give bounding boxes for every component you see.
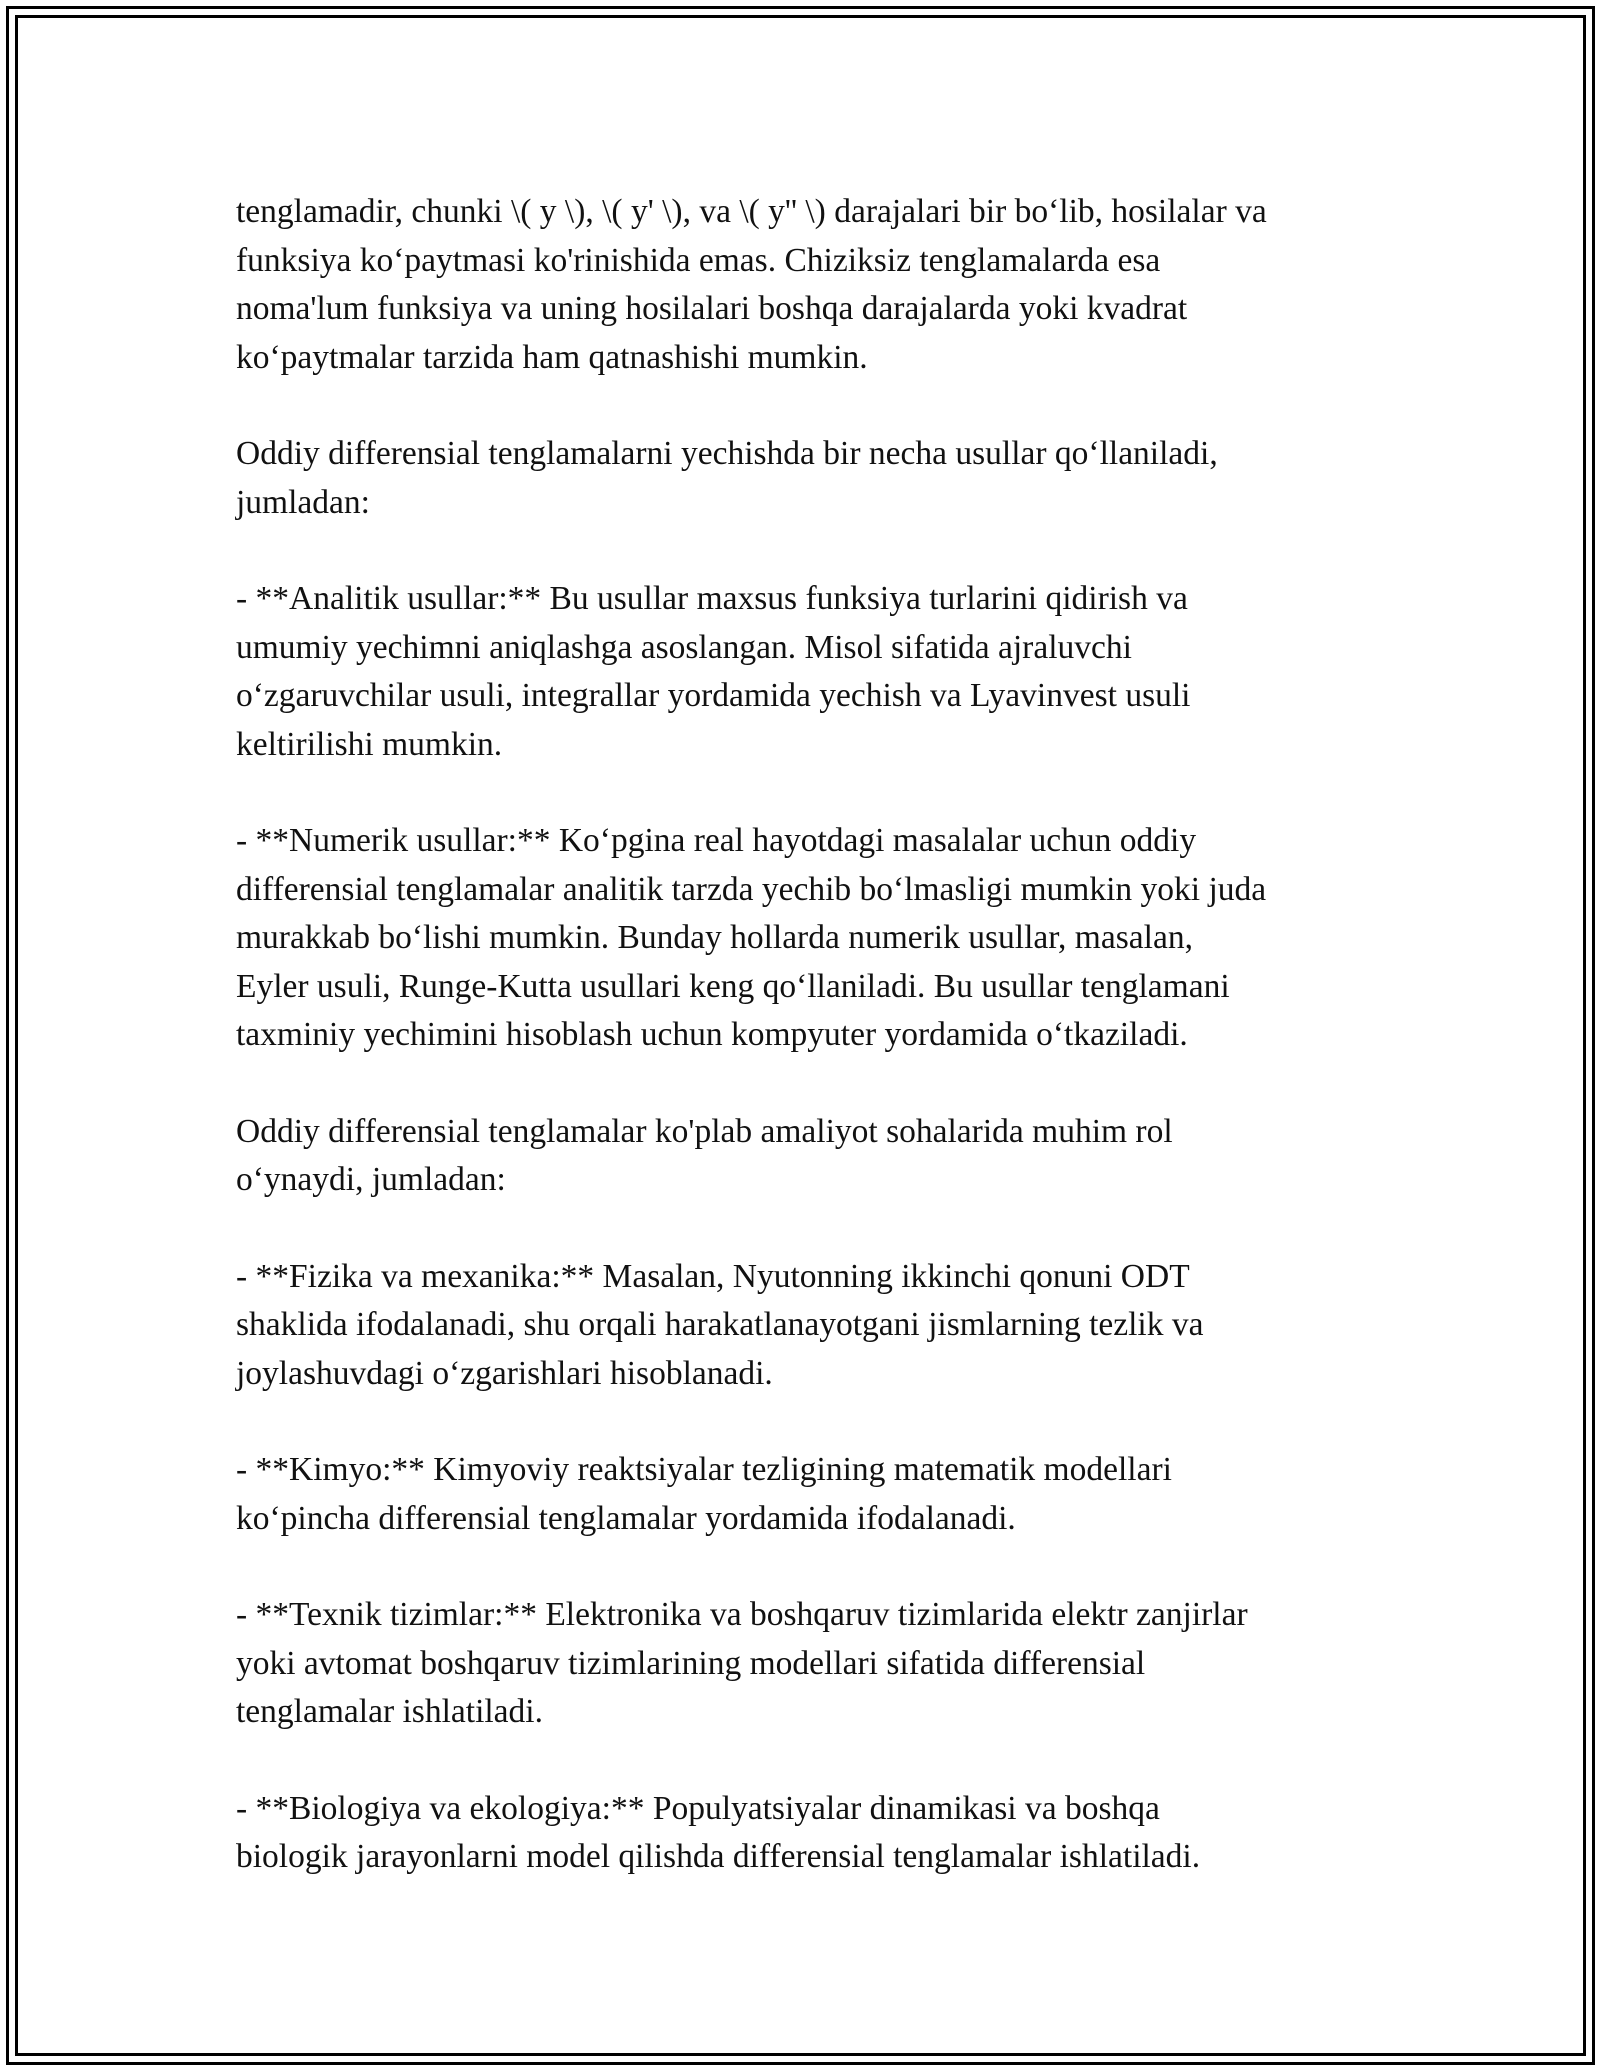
text-line: tenglamadir, chunki \( y \), \( y' \), va \( y'' \) darajalari bir bo‘lib, hosilalar va — [236, 193, 1267, 230]
list-item-physics-mechanics — [236, 1253, 1376, 1399]
text-line: funksiya ko‘paytmasi ko'rinishida emas. Chiziksiz tenglamalarda esa — [236, 241, 1161, 279]
text-line: - **Kimyo:** Kimyoviy reaktsiyalar tezligining matematik modellari — [236, 1451, 1172, 1488]
text-line: keltirilishi mumkin. — [236, 725, 503, 763]
paragraph-solution-methods-intro — [236, 430, 1376, 527]
text-line: shaklida ifodalanadi, shu orqali harakatlanayotgani jismlarning tezlik va — [236, 1306, 1204, 1343]
list-item-biology-ecology — [236, 1785, 1376, 1882]
text-line: ko‘paytmalar tarzida ham qatnashishi mumkin. — [236, 338, 868, 376]
text-line: - **Analitik usullar:** Bu usullar maxsus funksiya turlarini qidirish va — [236, 580, 1188, 617]
text-line: taxminiy yechimini hisoblash uchun kompyuter yordamida o‘tkaziladi. — [236, 1016, 1188, 1053]
text-line: Oddiy differensial tenglamalarni yechishda bir necha usullar qo‘llaniladi, — [236, 435, 1218, 472]
text-line: - **Fizika va mexanika:** Masalan, Nyutonning ikkinchi qonuni ODT — [236, 1257, 1190, 1295]
text-line: yoki avtomat boshqaruv tizimlarining modellari sifatida differensial — [236, 1644, 1146, 1682]
text-line: o‘ynaydi, jumladan: — [236, 1161, 506, 1198]
list-item-chemistry — [236, 1446, 1376, 1543]
text-line: ko‘pincha differensial tenglamalar yordamida ifodalanadi. — [236, 1499, 1016, 1537]
text-line: - **Biologiya va ekologiya:** Populyatsiyalar dinamikasi va boshqa — [236, 1789, 1160, 1827]
text-line: biologik jarayonlarni model qilishda differensial tenglamalar ishlatiladi. — [236, 1838, 1201, 1875]
paragraph-linear-equation-note — [236, 188, 1376, 382]
text-line: noma'lum funksiya va uning hosilalari boshqa darajalarda yoki kvadrat — [236, 290, 1188, 327]
text-line: Eyler usuli, Runge-Kutta usullari keng qo‘llaniladi. Bu usullar tenglamani — [236, 967, 1230, 1005]
text-line: Oddiy differensial tenglamalar ko'plab amaliyot sohalarida muhim rol — [236, 1112, 1173, 1150]
text-line: joylashuvdagi o‘zgarishlari hisoblanadi. — [236, 1354, 773, 1392]
text-line: - **Numerik usullar:** Ko‘pgina real hayotdagi masalalar uchun oddiy — [236, 822, 1197, 859]
text-line: differensial tenglamalar analitik tarzda yechib bo‘lmasligi mumkin yoki juda — [236, 870, 1267, 908]
text-line: - **Texnik tizimlar:** Elektronika va boshqaruv tizimlarida elektr zanjirlar — [236, 1596, 1248, 1633]
text-line: o‘zgaruvchilar usuli, integrallar yordamida yechish va Lyavinvest usuli — [236, 677, 1191, 714]
page-content — [236, 188, 1376, 1930]
text-line: jumladan: — [236, 483, 370, 521]
list-item-technical-systems — [236, 1591, 1376, 1737]
text-line: tenglamalar ishlatiladi. — [236, 1693, 543, 1730]
list-item-numeric-methods — [236, 817, 1376, 1060]
text-line: murakkab bo‘lishi mumkin. Bunday hollarda numerik usullar, masalan, — [236, 919, 1193, 956]
paragraph-applications-intro — [236, 1108, 1376, 1205]
list-item-analytic-methods — [236, 575, 1376, 769]
text-line: umumiy yechimni aniqlashga asoslangan. Misol sifatida ajraluvchi — [236, 628, 1132, 666]
